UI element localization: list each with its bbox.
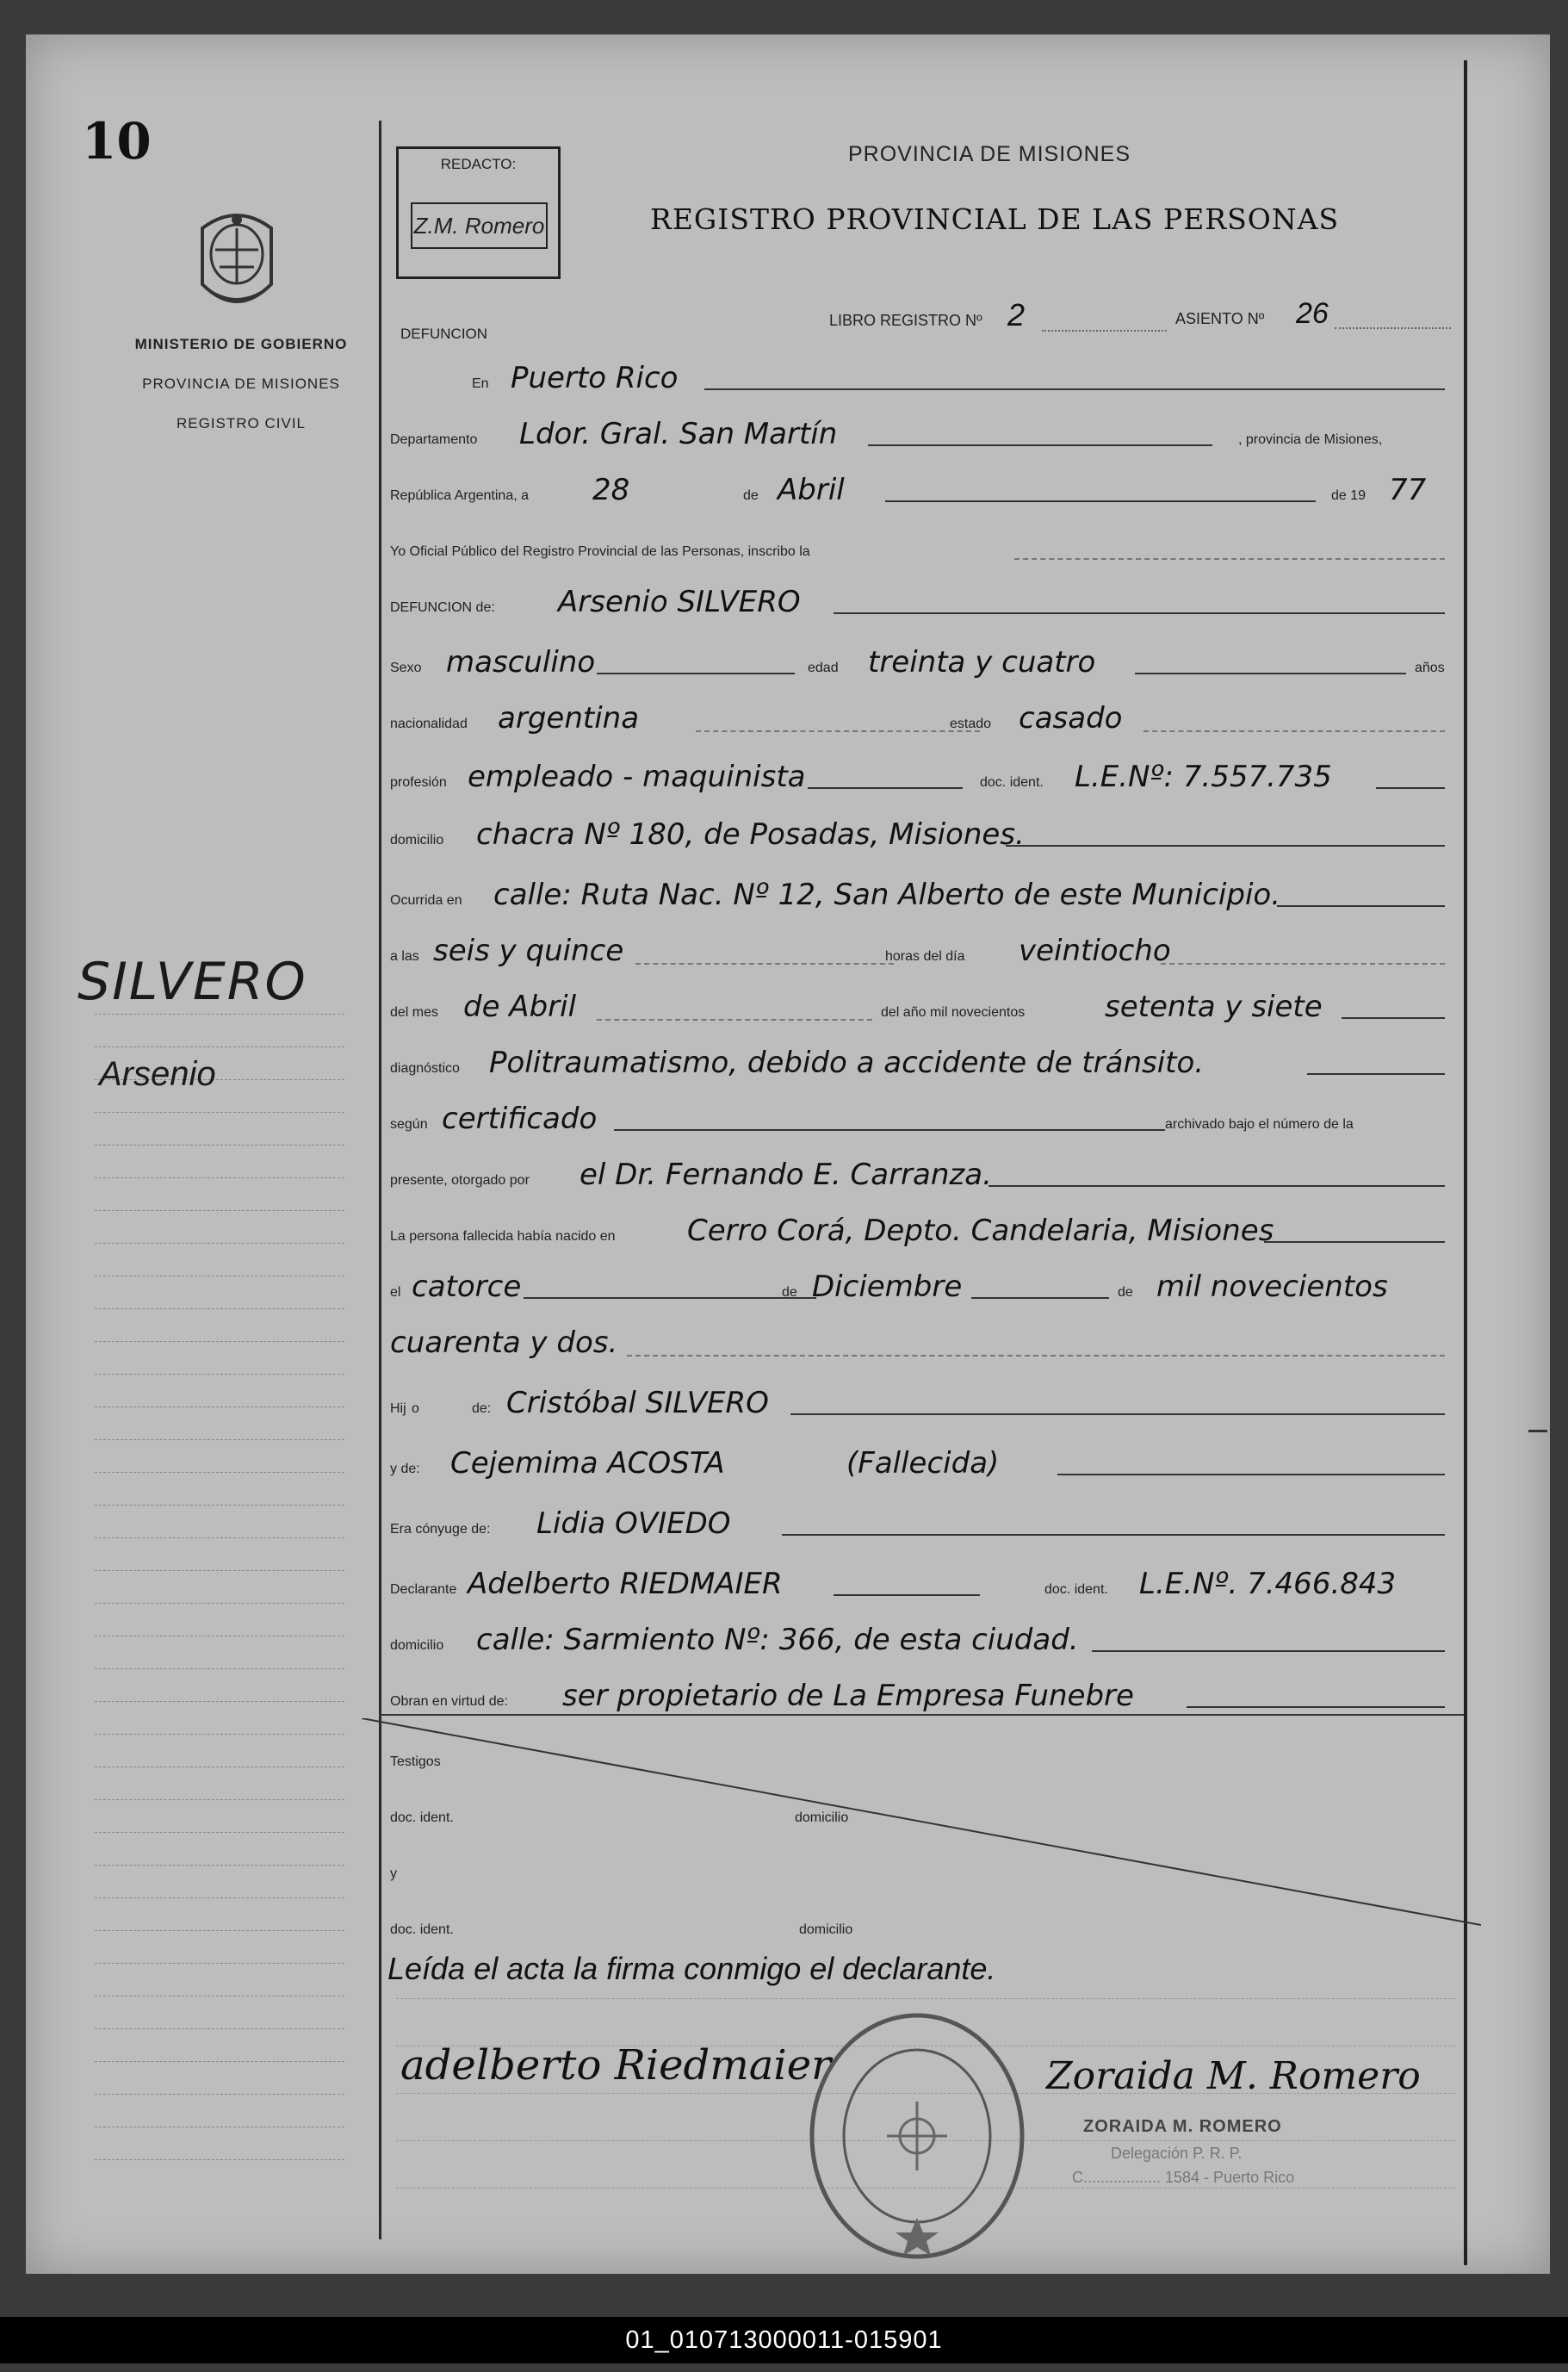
conyuge-label: Era cónyuge de: [390,1522,491,1537]
departamento-label: Departamento [390,432,478,447]
archivado-label: archivado bajo el número de la [1165,1117,1354,1132]
anio-label: de 19 [1331,488,1367,503]
dia-value: 28 [592,473,630,507]
sexo-value: masculino [446,645,596,680]
edad-label: edad [808,661,839,675]
row-y-de [386,1434,1453,1486]
horas-label: horas del día [885,949,965,964]
declarant-signature: adelberto Riedmaier [400,2041,832,2089]
y-de-label: y de: [390,1462,420,1476]
decl-dom-label: domicilio [390,1638,444,1653]
domicilio-value: chacra Nº 180, de Posadas, Misiones. [476,817,1025,852]
hijo-value: Cristóbal SILVERO [506,1386,769,1420]
row-declarante [386,1555,1453,1606]
obran-value: ser propietario de La Empresa Funebre [562,1679,1134,1713]
provincial-emblem-icon [185,202,288,323]
row-testigo-1 [386,1783,1453,1835]
anio-value: 77 [1389,473,1427,507]
asiento-dotted-line [1335,327,1451,329]
closing-text: Leída el acta la firma conmigo el declarante. [387,1951,996,1986]
row-profesion [386,748,1453,799]
domicilio-label: domicilio [390,833,444,848]
horas-value: veintiocho [1019,934,1171,968]
libro-value: 2 [1007,297,1026,332]
republica-label: República Argentina, a [390,488,529,503]
footer-image-id: 01_010713000011-015901 [625,2326,943,2354]
hijo-label: Hij [390,1401,406,1416]
nacido-label: La persona fallecida había nacido en [390,1229,616,1244]
provincia-label: , provincia de Misiones, [1238,432,1383,447]
row-fecha [386,461,1453,512]
ministry-line3: REGISTRO CIVIL [176,415,307,432]
row-segun [386,1090,1453,1141]
nacionalidad-label: nacionalidad [390,717,468,731]
testigo-y-label: y [390,1866,397,1881]
estado-value: casado [1019,701,1123,736]
row-nacionalidad [386,689,1453,741]
segun-value: certificado [442,1102,598,1136]
row-sexo [386,633,1453,685]
testigo1-dom-label: domicilio [795,1810,849,1825]
province-heading: PROVINCIA DE MISIONES [848,142,1131,166]
officer-office: C.................. 1584 - Puerto Rico [1072,2169,1295,2186]
witness-separator [379,1714,1464,1716]
row-el [386,1257,1453,1309]
segun-label: según [390,1117,428,1132]
oficial-text: Yo Oficial Público del Registro Provincial de las Personas, inscribo la [390,544,810,559]
de2-value: Diciembre [812,1270,963,1304]
row-oficial [386,517,1453,568]
obran-label: Obran en virtud de: [390,1694,508,1709]
row-ocurrida [386,866,1453,917]
redacto-box [396,146,561,279]
decl-doc-value: L.E.Nº. 7.466.843 [1139,1567,1397,1601]
de3-value: mil novecientos [1156,1270,1388,1304]
profesion-value: empleado - maquinista [468,760,806,794]
row-presente [386,1146,1453,1197]
row-defuncion-de [386,573,1453,624]
officer-name: ZORAIDA M. ROMERO [1083,2117,1282,2136]
row-decl-domicilio [386,1611,1453,1662]
defuncion-de-value: Arsenio SILVERO [558,585,801,619]
official-round-stamp-icon [805,2007,1029,2265]
libro-dotted-line [1042,330,1167,332]
del-mes-value: de Abril [463,990,577,1024]
en-label: En [472,376,489,391]
row-domicilio [386,805,1453,857]
a-las-value: seis y quince [433,934,624,968]
margin-lines [95,982,344,2160]
sexo-label: Sexo [390,661,422,675]
defuncion-de-label: DEFUNCION de: [390,600,495,615]
officer-signature: Zoraida M. Romero [1046,2054,1421,2098]
hijo-suffix: o [412,1401,419,1416]
nacido-value: Cerro Corá, Depto. Candelaria, Misiones [687,1214,1274,1248]
en-value: Puerto Rico [511,361,679,395]
row-testigo-2 [386,1895,1453,1947]
anio-nac-value: cuarenta y dos. [390,1326,618,1360]
estado-label: estado [950,717,992,731]
declarante-label: Declarante [390,1582,457,1597]
libro-label: LIBRO REGISTRO Nº [829,312,982,329]
page-number: 10 [82,112,152,171]
ministry-block [116,336,366,455]
redacto-signature: Z.M. Romero [411,202,548,249]
row-en [386,349,1453,401]
y-de-value: Cejemima ACOSTA [450,1446,725,1481]
row-conyuge [386,1494,1453,1546]
declarante-value: Adelberto RIEDMAIER [468,1567,783,1601]
row-testigos [386,1727,1453,1779]
asiento-label: ASIENTO Nº [1175,310,1265,327]
del-anio-value: setenta y siete [1105,990,1323,1024]
presente-value: el Dr. Fernando E. Carranza. [579,1158,992,1192]
anios-label: años [1415,661,1445,675]
edge-mark [1528,1430,1547,1432]
mes-value: Abril [778,473,845,507]
testigo2-dom-label: domicilio [799,1922,853,1937]
diagnostico-label: diagnóstico [390,1061,460,1076]
row-hijo [386,1374,1453,1425]
asiento-value: 26 [1296,297,1329,330]
doc-ident-value: L.E.Nº: 7.557.735 [1075,760,1332,794]
de3-label: de [1118,1285,1133,1300]
row-del-mes [386,978,1453,1029]
row-anio-nac [386,1313,1453,1365]
officer-title: Delegación P. R. P. [1111,2145,1243,2162]
hijo-de-label: de: [472,1401,492,1416]
el-value: catorce [412,1270,522,1304]
row-departamento [386,405,1453,456]
testigos-label: Testigos [390,1754,441,1769]
registry-heading: REGISTRO PROVINCIAL DE LAS PERSONAS [650,202,1340,236]
a-las-label: a las [390,949,419,964]
del-anio-label: del año mil novecientos [881,1005,1026,1020]
presente-label: presente, otorgado por [390,1173,530,1188]
row-diagnostico [386,1034,1453,1085]
row-a-las [386,922,1453,973]
record-type-tag: DEFUNCION [400,326,488,342]
y-de-note: (Fallecida) [846,1446,1000,1481]
departamento-value: Ldor. Gral. San Martín [519,417,838,451]
testigo1-doc-label: doc. ident. [390,1810,454,1825]
decl-doc-label: doc. ident. [1044,1582,1108,1597]
el-label: el [390,1285,401,1300]
testigo2-doc-label: doc. ident. [390,1922,454,1937]
de2-label: de [782,1285,797,1300]
diagnostico-value: Politraumatismo, debido a accidente de tránsito. [489,1046,1205,1080]
ocurrida-label: Ocurrida en [390,893,462,908]
edad-value: treinta y cuatro [868,645,1096,680]
redacto-label: REDACTO: [440,156,517,172]
conyuge-value: Lidia OVIEDO [536,1506,731,1541]
row-nacido [386,1202,1453,1253]
footer-bar [0,2317,1568,2363]
row-testigo-y [386,1839,1453,1891]
ministry-line1: MINISTERIO DE GOBIERNO [134,336,348,352]
margin-given-name: Arsenio [99,1055,216,1093]
nacionalidad-value: argentina [498,701,640,736]
ministry-line2: PROVINCIA DE MISIONES [142,376,340,392]
margin-surname: SILVERO [77,952,307,1012]
ocurrida-value: calle: Ruta Nac. Nº 12, San Alberto de este Municipio. [493,878,1281,912]
doc-ident-label: doc. ident. [980,775,1044,790]
profesion-label: profesión [390,775,447,790]
del-mes-label: del mes [390,1005,439,1020]
decl-dom-value: calle: Sarmiento Nº: 366, de esta ciudad. [476,1623,1079,1657]
row-obran [386,1667,1453,1718]
de-label: de [743,488,759,503]
